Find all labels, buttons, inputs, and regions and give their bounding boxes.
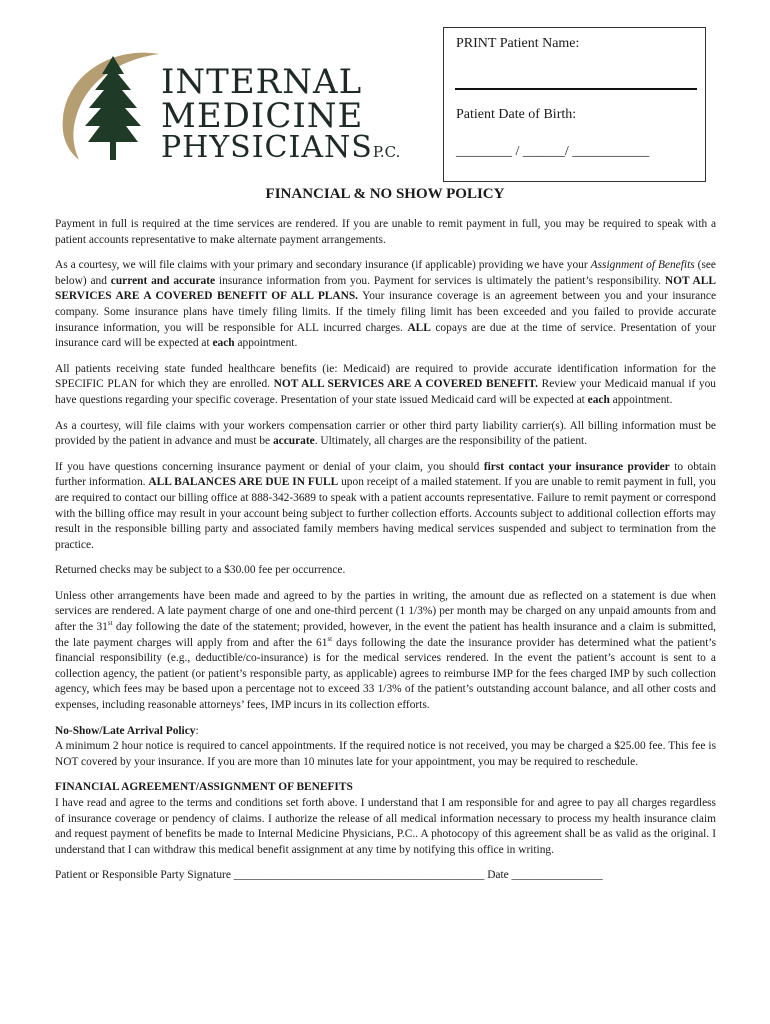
emphasis: Assignment of Benefits [590,259,695,272]
text: As a courtesy, will file claims with your workers compensation carrier or other third party liability carrier(s). All billing information must be provided by the patient in advance and must be [55,419,716,448]
text: copays are due at the time of service. Presentation of your insurance card will be expected at [55,321,716,350]
paragraph-agreement [55,780,716,858]
ordinal-suffix: st [327,634,333,643]
section-heading: FINANCIAL AGREEMENT/ASSIGNMENT OF BENEFITS [55,781,353,794]
paragraph-workers-comp [55,419,716,450]
text: Review your Medicaid manual if you have questions regarding your specific coverage. Presentation of your state issued Medicaid card will be expected at [55,378,717,406]
logo-text-physicians [161,130,400,165]
paragraph-medicaid [55,362,716,409]
text: days following the date the insurance provider has determined what the patient’s financial responsibility (e.g., deductible/co-insurance) is for the medical services rendered. In the event the patient’s account is sent to a collection agency, the patient (or patient’s responsible party, as applicable) agrees to reimburse IMP for the fees charged IMP by such collection agency, which fees may be based upon a percentage not to exceed 33 1/3% of the patient’s outstanding account balance, and all other costs and expenses, including reasonable attorneys’ fees, IMP incurs in its collection efforts. [55,636,717,712]
patient-info-box [443,27,706,182]
text: upon receipt of a mailed statement. If you are unable to remit payment in full, you are required to contact our billing office at 888-342-3689 to speak with a patient accounts representative. Failure to remit payment or correspond with the billing office may result in your account being subject to further collection efforts. Accounts subject to additional collection efforts may result in the responsible billing party and associated family members having medical services suspended and subject to termination from the practice. [55,476,716,551]
text: to obtain further information. [55,460,717,489]
text: A minimum 2 hour notice is required to cancel appointments. If the required notice is not received, you may be charged a $25.00 fee. This fee is NOT covered by your insurance. If you are more than 10 minutes late for your appointment, you may be required to reschedule. [55,740,716,768]
text: If you have questions concerning insurance payment or denial of your claim, you should [55,460,484,473]
logo-text-internal: INTERNAL [161,62,363,102]
emphasis: each [212,337,235,350]
text: appointment. [609,393,673,406]
text: . Ultimately, all charges are the responsibility of the patient. [314,435,588,448]
paragraph-balances [55,460,716,554]
emphasis: accurate [272,435,315,448]
text: All patients receiving state funded healthcare benefits (ie: Medicaid) are required to provide accurate identification information for the SPECIFIC PLAN for which they are enrolled. [55,362,716,391]
patient-name-label: PRINT Patient Name: [456,36,580,51]
emphasis: first contact your insurance provider [483,460,670,473]
paragraph-late-charges [55,589,716,714]
paragraph-no-show [55,724,716,771]
paragraph-returned-checks: Returned checks may be subject to a $30.00 fee per occurrence. [55,564,346,577]
signature-line[interactable]: Patient or Responsible Party Signature ____________________________________________ Date ________________ [55,869,603,882]
text: : [195,724,199,737]
logo-text-pc: P.C. [372,143,401,161]
emphasis: ALL BALANCES ARE DUE IN FULL [148,476,339,489]
patient-name-field[interactable] [455,88,697,90]
emphasis: each [587,393,610,406]
logo-text-physicians-word: PHYSICIANS [161,130,373,165]
logo-text-medicine: MEDICINE [161,96,364,136]
pine-tree-icon [55,48,165,163]
patient-dob-label: Patient Date of Birth: [456,107,577,122]
text: insurance information from you. Payment for services is ultimately the patient’s responsibility. [215,274,665,287]
text: I have read and agree to the terms and conditions set forth above. I understand that I am responsible for and agree to pay all charges regardless of insurance coverage or pendency of claims. I authorize the release of all medical information necessary to process my health insurance claim and request payment of benefits be made to Internal Medicine Physicians, P.C.. A photocopy of this agreement shall be as valid as the original. I understand that I can withdraw this medical benefit assignment at any time by notifying this office in writing. [55,797,716,856]
text: (see below) and [55,259,716,287]
patient-dob-field[interactable]: ________ / ______/ ___________ [456,144,650,159]
text: Unless other arrangements have been made and agreed to by the parties in writing, the amount due as reflected on a statement is due when services are rendered. A late payment charge of one and one-third percent (1 1/3%) per month may be charged on any unpaid amounts from and after the 31 [55,589,716,634]
page-title: FINANCIAL & NO SHOW POLICY [265,186,505,202]
ordinal-suffix: st [107,619,113,628]
section-heading: No-Show/Late Arrival Policy [55,724,196,737]
text: appointment. [234,337,298,350]
emphasis: NOT ALL SERVICES ARE A COVERED BENEFIT OF ALL PLANS. [55,274,716,303]
emphasis: current and accurate [110,274,216,287]
text: day following the date of the statement; provided, however, in the event the patient has health insurance and a claim is submitted, the late payment charges will apply from and after the 61 [55,621,716,649]
emphasis: ALL [407,321,431,334]
policy-body [55,217,716,894]
emphasis: NOT ALL SERVICES ARE A COVERED BENEFIT. [273,378,538,391]
paragraph-payment: Payment in full is required at the time services are rendered. If you are unable to remit payment in full, you may be required to speak with a patient accounts representative to make alternate payment arrangements. [55,218,716,246]
practice-logo [55,48,435,163]
text: Your insurance coverage is an agreement between you and your insurance company. Some insurance plans have timely filing limits. If the timely filing limit has been exceeded and you failed to provide accurate insurance information, you will be responsible for ALL incurred charges. [55,290,716,334]
text: As a courtesy, we will file claims with your primary and secondary insurance (if applicable) providing we have your [55,259,591,272]
paragraph-insurance [55,258,716,352]
